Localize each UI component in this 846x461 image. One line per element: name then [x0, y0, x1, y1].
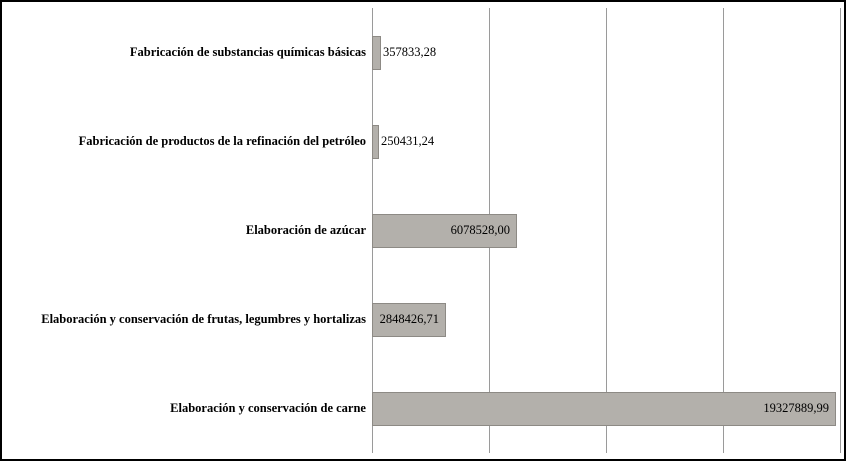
category-label: Fabricación de productos de la refinación del petróleo [78, 133, 366, 148]
bar-rows [2, 8, 840, 453]
bar-value-label: 357833,28 [383, 45, 437, 59]
bar[interactable] [372, 392, 836, 426]
bar-value-label: 6078528,00 [450, 223, 510, 237]
bar-value-label: 19327889,99 [763, 401, 829, 415]
bar[interactable] [372, 214, 517, 248]
bar-track [372, 289, 840, 351]
bar[interactable] [372, 36, 437, 70]
bar-track [372, 111, 840, 173]
category-label: Fabricación de substancias químicas básicas [129, 44, 366, 59]
bar-row [2, 289, 840, 351]
category-label: Elaboración y conservación de frutas, legumbres y hortalizas [41, 311, 366, 326]
category-label: Elaboración de azúcar [245, 222, 366, 237]
bar-row [2, 200, 840, 262]
bar-track [372, 378, 840, 440]
gridline-20000000 [840, 8, 841, 453]
bar-row [2, 378, 840, 440]
plot-area [2, 2, 844, 459]
bar-row [2, 111, 840, 173]
bar-track [372, 22, 840, 84]
bar-value-label: 250431,24 [381, 134, 435, 148]
bar-row [2, 22, 840, 84]
category-label: Elaboración y conservación de carne [170, 400, 366, 415]
bar-track [372, 200, 840, 262]
bar-value-label: 2848426,71 [379, 312, 439, 326]
bar[interactable] [372, 303, 446, 337]
bar[interactable] [372, 125, 435, 159]
